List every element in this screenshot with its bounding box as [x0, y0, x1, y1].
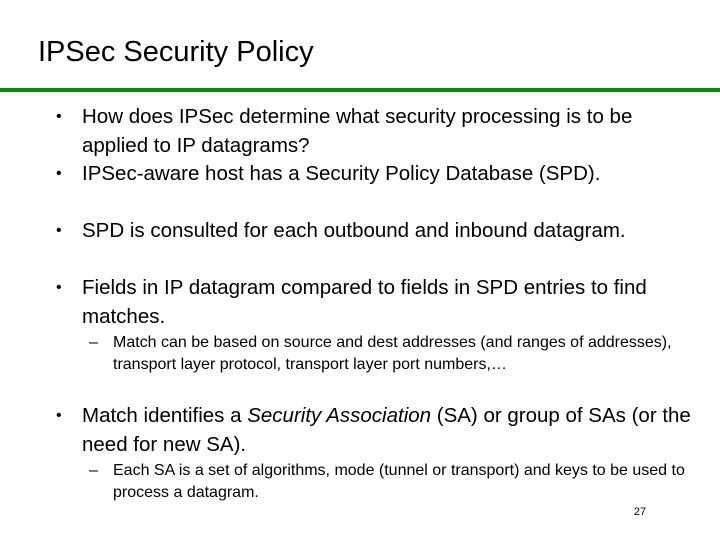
bullet-text-before: Match identifies a	[82, 404, 248, 427]
bullet-mark: •	[56, 108, 62, 125]
bullet-mark: •	[56, 165, 62, 182]
title-divider	[0, 88, 720, 92]
bullet-text: SPD is consulted for each outbound and inbound datagram.	[82, 219, 626, 242]
bullet-2	[56, 160, 692, 189]
bullet-text: How does IPSec determine what security processing is to be applied to IP datagrams?	[82, 105, 633, 157]
bullet-mark: •	[56, 279, 62, 296]
bullet-3	[56, 217, 692, 246]
sub-bullet-1	[89, 332, 693, 375]
sub-bullet-text: Match can be based on source and dest addresses (and ranges of addresses), transport layer protocol, transport layer port numbers,…	[113, 334, 672, 373]
bullet-mark: •	[56, 407, 62, 424]
bullet-4	[56, 274, 692, 331]
bullet-1	[56, 103, 692, 160]
dash-mark: –	[89, 462, 98, 479]
sub-bullet-2	[89, 460, 693, 503]
bullet-text: Fields in IP datagram compared to fields in SPD entries to find matches.	[82, 276, 647, 328]
bullet-5	[56, 402, 692, 459]
page-number: 27	[633, 506, 647, 518]
sub-bullet-text: Each SA is a set of algorithms, mode (tunnel or transport) and keys to be used to process a datagram.	[113, 462, 685, 501]
dash-mark: –	[89, 334, 98, 351]
slide-title: IPSec Security Policy	[38, 36, 314, 68]
bullet-mark: •	[56, 222, 62, 239]
bullet-text: IPSec-aware host has a Security Policy Database (SPD).	[82, 162, 601, 185]
bullet-text-after: (SA) or group of SAs (or the need for new SA).	[82, 404, 691, 456]
security-association-term: Security Association	[247, 404, 432, 427]
